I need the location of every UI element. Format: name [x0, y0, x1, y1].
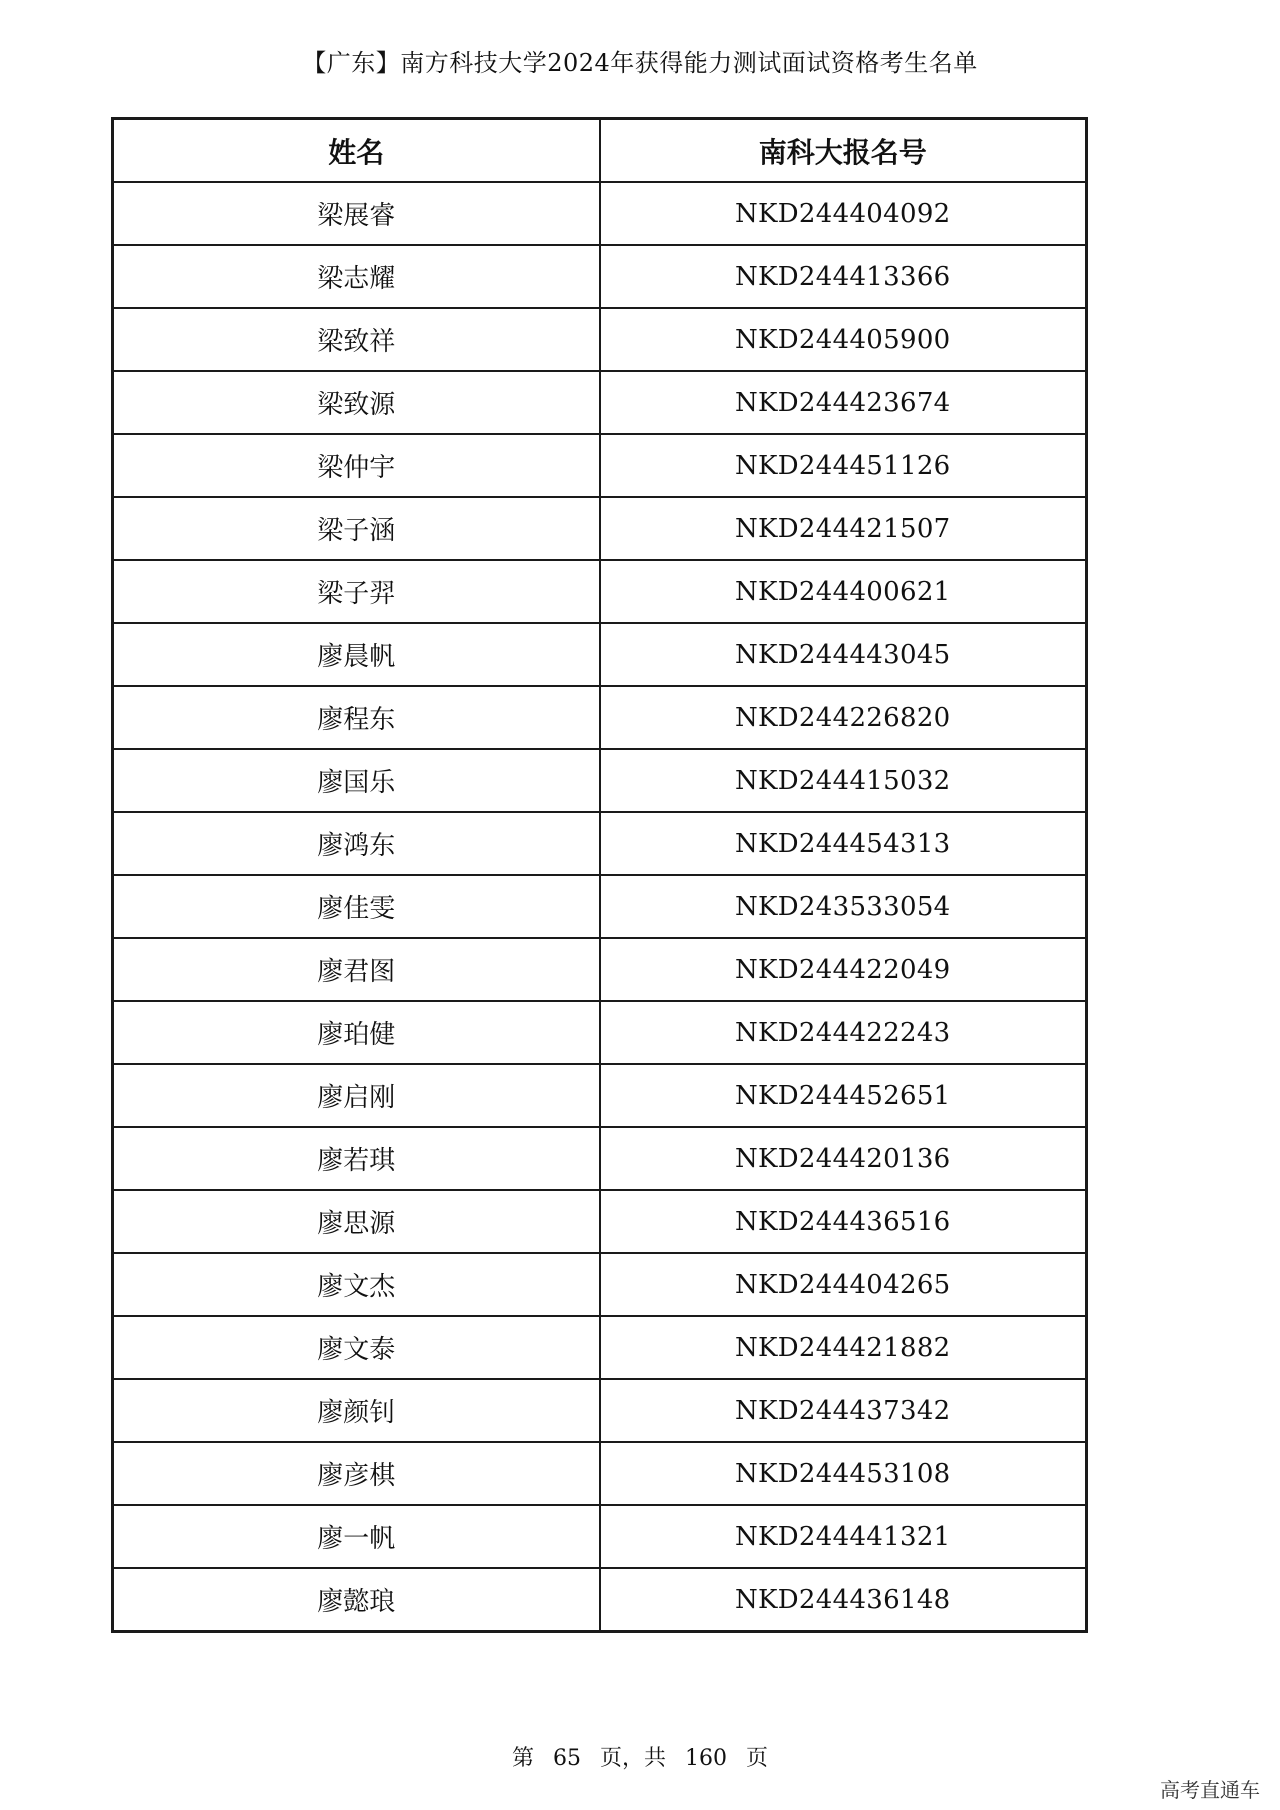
page-label-mid: 页，共	[599, 1746, 666, 1771]
registration-number-cell: NKD244415032	[600, 749, 1087, 812]
table-row	[113, 1316, 1087, 1379]
candidate-name-cell: 廖文杰	[113, 1253, 600, 1316]
table-row	[113, 1064, 1087, 1127]
candidate-name-cell: 廖鸿东	[113, 812, 600, 875]
table-row	[113, 434, 1087, 497]
table-row	[113, 1190, 1087, 1253]
registration-number-cell: NKD244404092	[600, 182, 1087, 245]
table-row	[113, 182, 1087, 245]
candidate-name-cell: 梁仲宇	[113, 434, 600, 497]
candidate-name-cell: 廖若琪	[113, 1127, 600, 1190]
candidate-name-cell: 廖佳雯	[113, 875, 600, 938]
page-label-prefix: 第	[511, 1746, 534, 1771]
registration-number-cell: NKD244452651	[600, 1064, 1087, 1127]
candidate-name-cell: 梁致祥	[113, 308, 600, 371]
registration-number-cell: NKD244226820	[600, 686, 1087, 749]
candidate-name-cell: 廖启刚	[113, 1064, 600, 1127]
registration-number-cell: NKD244436516	[600, 1190, 1087, 1253]
candidate-name-cell: 廖颜钊	[113, 1379, 600, 1442]
registration-number-cell: NKD244405900	[600, 308, 1087, 371]
table-row	[113, 1379, 1087, 1442]
table-row	[113, 1127, 1087, 1190]
table-row	[113, 1568, 1087, 1632]
candidate-name-cell: 廖程东	[113, 686, 600, 749]
page-footer	[0, 1744, 1280, 1774]
registration-number-cell: NKD244404265	[600, 1253, 1087, 1316]
registration-number-cell: NKD244451126	[600, 434, 1087, 497]
registration-number-cell: NKD244421507	[600, 497, 1087, 560]
registration-number-cell: NKD243533054	[600, 875, 1087, 938]
registration-number-cell: NKD244441321	[600, 1505, 1087, 1568]
registration-number-cell: NKD244422243	[600, 1001, 1087, 1064]
table-row	[113, 497, 1087, 560]
table-row	[113, 371, 1087, 434]
table-body	[113, 182, 1087, 1632]
candidate-name-cell: 梁志耀	[113, 245, 600, 308]
registration-number-cell: NKD244443045	[600, 623, 1087, 686]
table-row	[113, 308, 1087, 371]
candidate-name-cell: 廖国乐	[113, 749, 600, 812]
table-row	[113, 1505, 1087, 1568]
table-row	[113, 749, 1087, 812]
header-registration-number: 南科大报名号	[600, 119, 1087, 183]
table-row	[113, 1253, 1087, 1316]
registration-number-cell: NKD244454313	[600, 812, 1087, 875]
table-header-row	[113, 119, 1087, 183]
header-name: 姓名	[113, 119, 600, 183]
candidate-table	[111, 117, 1088, 1633]
candidate-name-cell: 廖思源	[113, 1190, 600, 1253]
registration-number-cell: NKD244423674	[600, 371, 1087, 434]
table-row	[113, 875, 1087, 938]
table-row	[113, 686, 1087, 749]
page-label-suffix: 页	[746, 1746, 769, 1771]
registration-number-cell: NKD244436148	[600, 1568, 1087, 1632]
table-row	[113, 1442, 1087, 1505]
registration-number-cell: NKD244400621	[600, 560, 1087, 623]
registration-number-cell: NKD244421882	[600, 1316, 1087, 1379]
candidate-name-cell: 廖文泰	[113, 1316, 600, 1379]
table-row	[113, 938, 1087, 1001]
registration-number-cell: NKD244437342	[600, 1379, 1087, 1442]
document-title: 【广东】南方科技大学2024年获得能力测试面试资格考生名单	[302, 49, 978, 77]
candidate-name-cell: 廖君图	[113, 938, 600, 1001]
registration-number-cell: NKD244453108	[600, 1442, 1087, 1505]
total-pages: 160	[685, 1746, 727, 1771]
table-row	[113, 560, 1087, 623]
registration-number-cell: NKD244413366	[600, 245, 1087, 308]
candidate-name-cell: 梁展睿	[113, 182, 600, 245]
table-row	[113, 623, 1087, 686]
candidate-name-cell: 梁子涵	[113, 497, 600, 560]
candidate-table-container	[111, 117, 1085, 1633]
table-row	[113, 1001, 1087, 1064]
candidate-name-cell: 廖一帆	[113, 1505, 600, 1568]
candidate-name-cell: 廖懿琅	[113, 1568, 600, 1632]
candidate-name-cell: 梁子羿	[113, 560, 600, 623]
watermark: 高考直通车	[1160, 1778, 1260, 1802]
page-number: 65	[552, 1746, 581, 1771]
table-row	[113, 245, 1087, 308]
registration-number-cell: NKD244420136	[600, 1127, 1087, 1190]
table-row	[113, 812, 1087, 875]
candidate-name-cell: 廖珀健	[113, 1001, 600, 1064]
registration-number-cell: NKD244422049	[600, 938, 1087, 1001]
candidate-name-cell: 梁致源	[113, 371, 600, 434]
candidate-name-cell: 廖彦棋	[113, 1442, 600, 1505]
candidate-name-cell: 廖晨帆	[113, 623, 600, 686]
